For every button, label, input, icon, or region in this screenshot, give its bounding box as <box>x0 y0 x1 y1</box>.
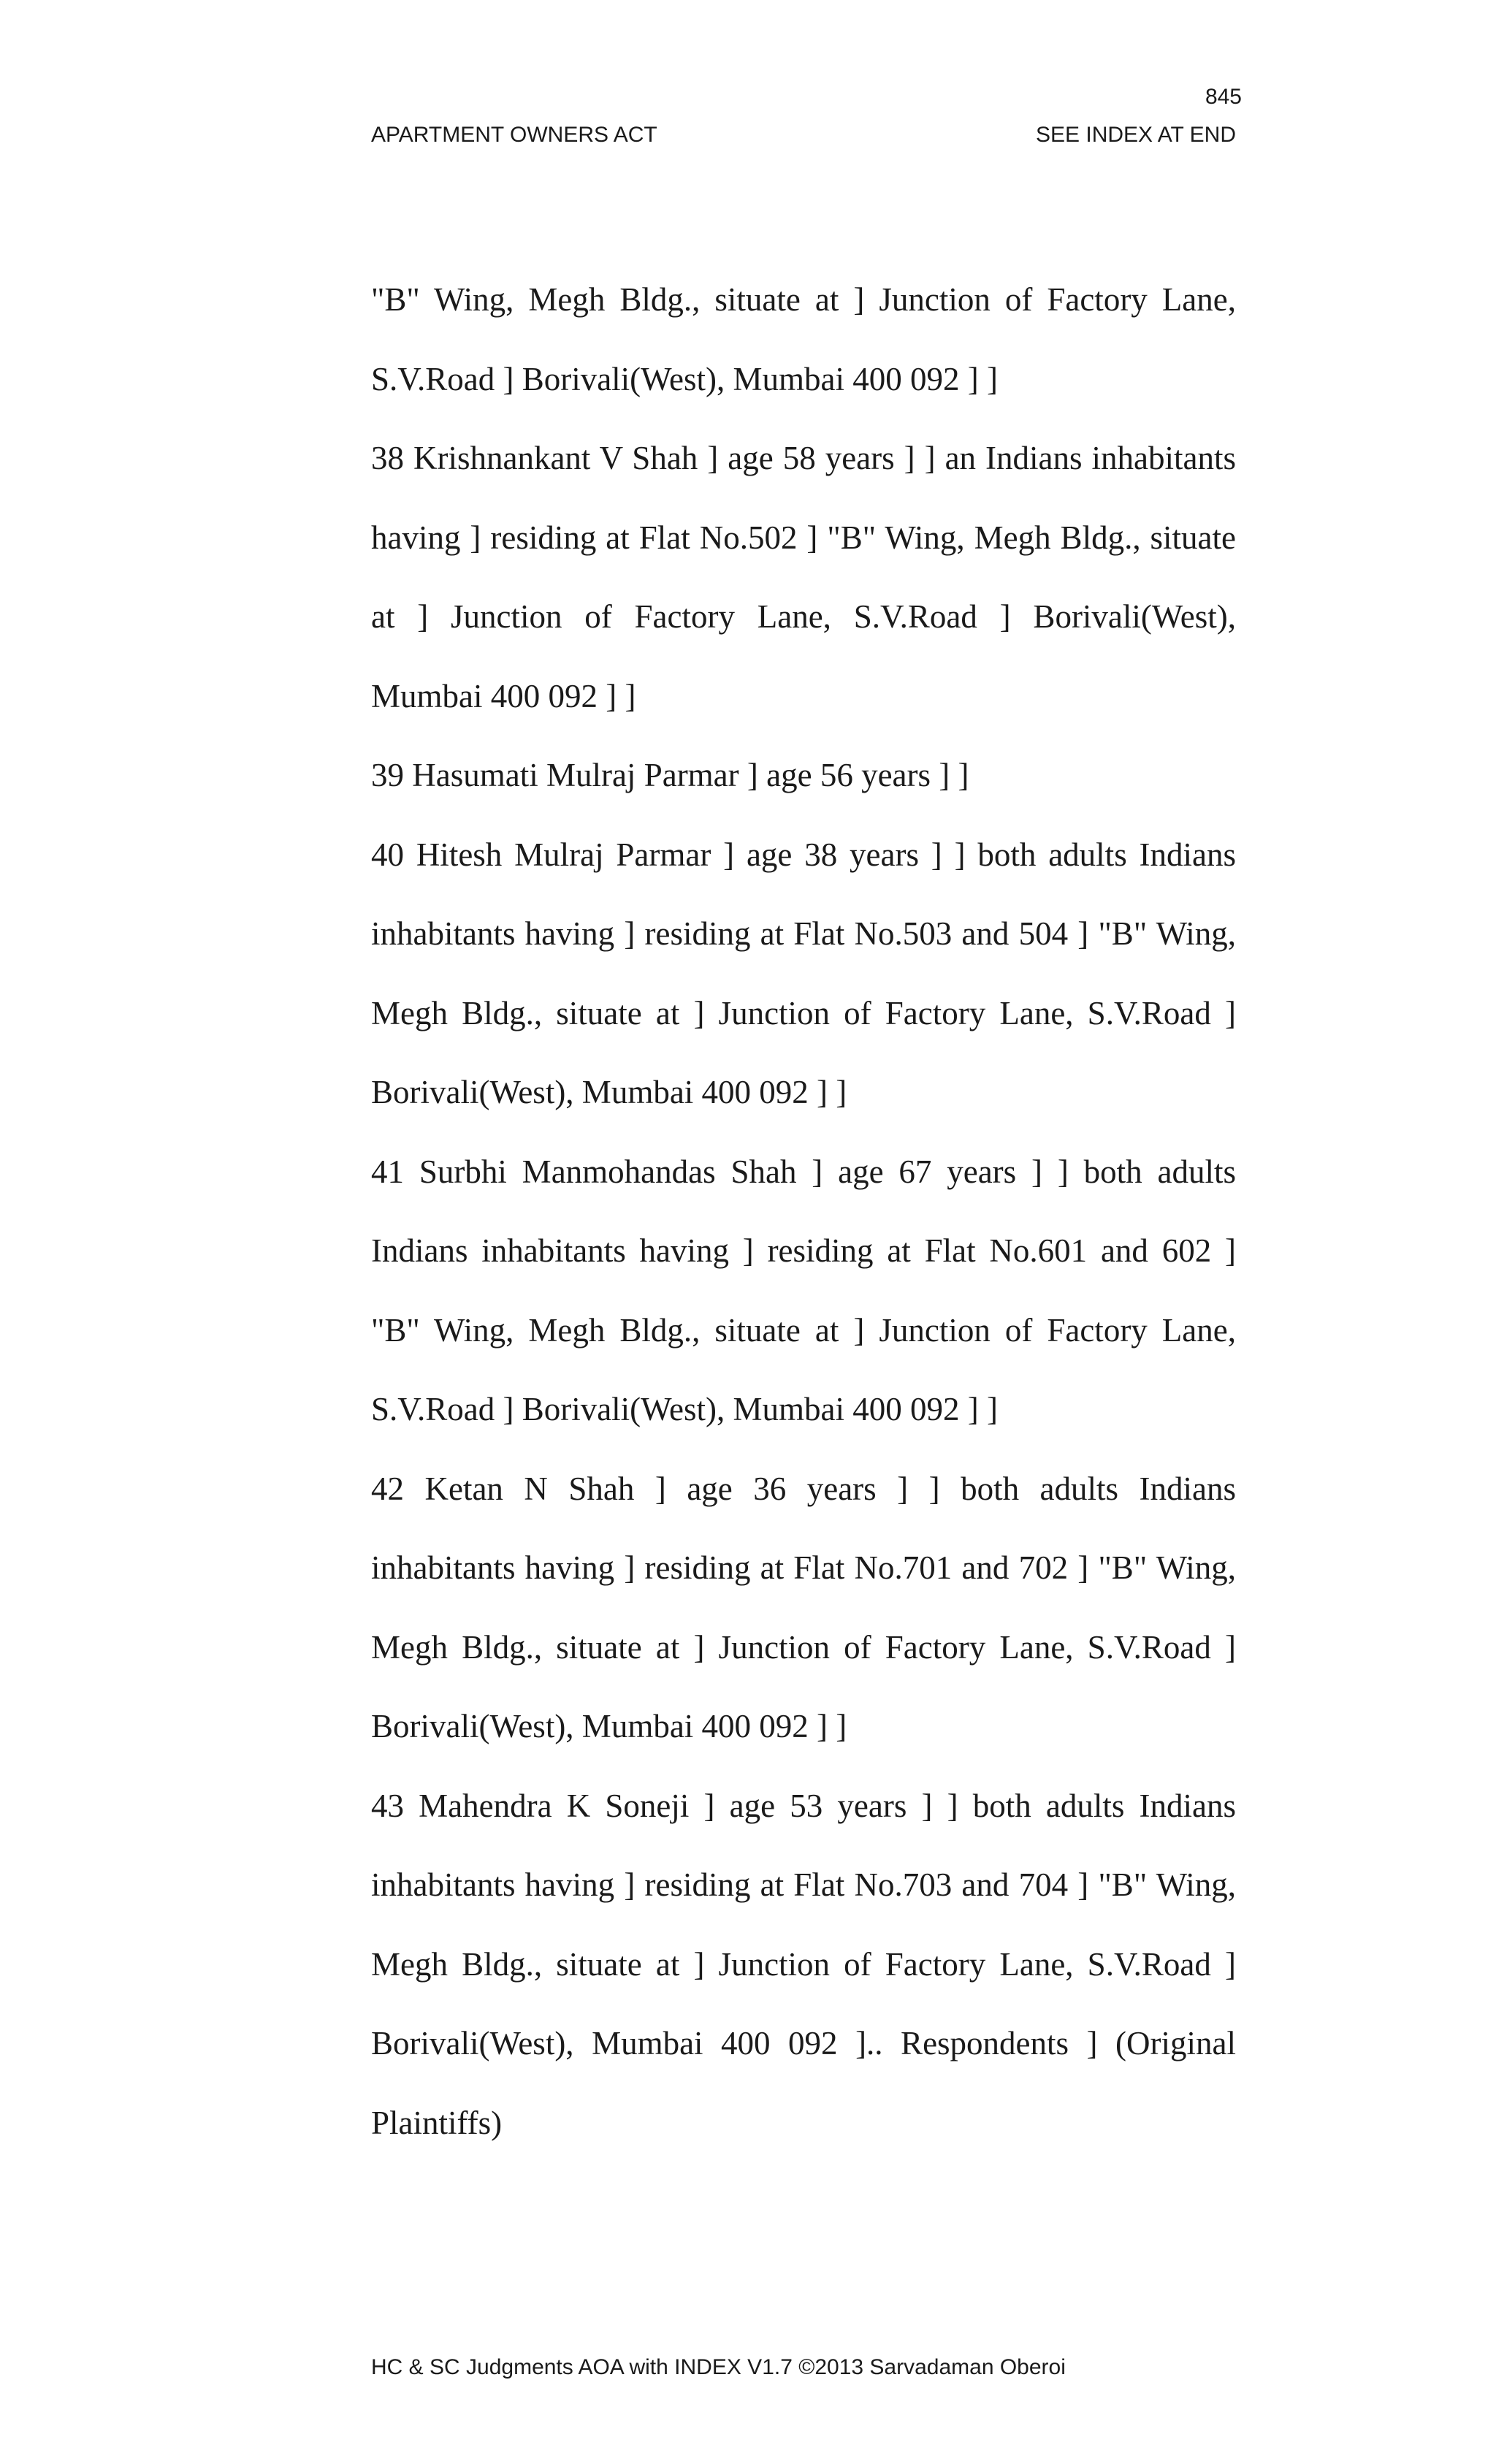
page-footer: HC & SC Judgments AOA with INDEX V1.7 ©2013 Sarvadaman Oberoi <box>371 2355 1066 2379</box>
paragraph-party-43: 43 Mahendra K Soneji ] age 53 years ] ] both adults Indians inhabitants having ] residing at Flat No.703 and 704 ] "B" Wing, Megh Bldg., situate at ] Junction of Factory Lane, S.V.Road ] Borivali(West), Mumbai 400 092 ].. Respondents ] (Original Plaintiffs) <box>371 1787 1236 2141</box>
paragraph-party-38: 38 Krishnankant V Shah ] age 58 years ] ] an Indians inhabitants having ] residing at Flat No.502 ] "B" Wing, Megh Bldg., situate at ] Junction of Factory Lane, S.V.Road ] Borivali(West), Mumbai 400 092 ] ] <box>371 440 1236 714</box>
paragraph-party-39: 39 Hasumati Mulraj Parmar ] age 56 years ] ] <box>371 757 969 793</box>
paragraph-continuation: "B" Wing, Megh Bldg., situate at ] Junction of Factory Lane, S.V.Road ] Borivali(West), Mumbai 400 092 ] ] <box>371 281 1236 397</box>
paragraph-party-42: 42 Ketan N Shah ] age 36 years ] ] both adults Indians inhabitants having ] residing at Flat No.701 and 702 ] "B" Wing, Megh Bldg., situate at ] Junction of Factory Lane, S.V.Road ] Borivali(West), Mumbai 400 092 ] ] <box>371 1470 1236 1744</box>
paragraph-party-41: 41 Surbhi Manmohandas Shah ] age 67 years ] ] both adults Indians inhabitants having ] residing at Flat No.601 and 602 ] "B" Wing, Megh Bldg., situate at ] Junction of Factory Lane, S.V.Road ] Borivali(West), Mumbai 400 092 ] ] <box>371 1153 1236 1427</box>
running-header <box>371 124 1236 146</box>
document-body <box>371 260 1236 2162</box>
page-number: 845 <box>1205 85 1242 109</box>
header-left-title: APARTMENT OWNERS ACT <box>371 123 657 147</box>
paragraph-party-40: 40 Hitesh Mulraj Parmar ] age 38 years ] ] both adults Indians inhabitants having ] residing at Flat No.503 and 504 ] "B" Wing, Megh Bldg., situate at ] Junction of Factory Lane, S.V.Road ] Borivali(West), Mumbai 400 092 ] ] <box>371 836 1236 1110</box>
header-right-title: SEE INDEX AT END <box>1036 123 1236 147</box>
